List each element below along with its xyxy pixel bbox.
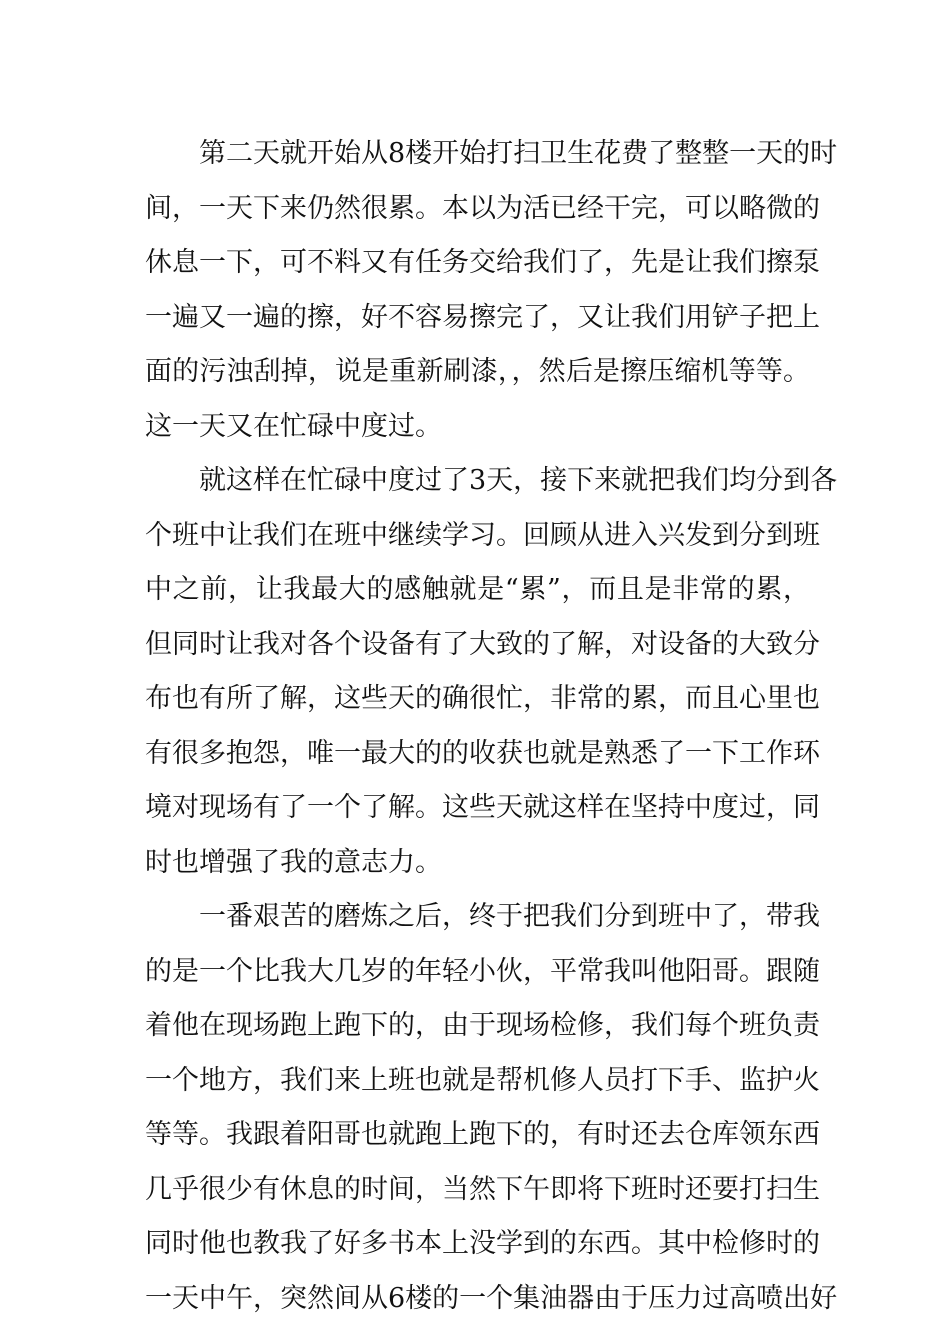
text-line: 面的污浊刮掉，说是重新刷漆，，然后是擦压缩机等等。 — [145, 356, 810, 387]
text-line: 几乎很少有休息的时间，当然下午即将下班时还要打扫生 — [145, 1173, 820, 1205]
text-line: 休息一下，可不料又有任务交给我们了，先是让我们擦泵 — [145, 247, 820, 278]
text-line: 这一天又在忙碌中度过。 — [145, 410, 442, 442]
text-line: 一天中午，突然间从6楼的一个集油器由于压力过高喷出好 — [145, 1282, 838, 1314]
text-line: 就这样在忙碌中度过了3天，接下来就把我们均分到各 — [199, 465, 838, 496]
text-line: 一遍又一遍的擦，好不容易擦完了，又让我们用铲子把上 — [145, 301, 820, 333]
text-line: 个班中让我们在班中继续学习。回顾从进入兴发到分到班 — [145, 519, 820, 551]
text-line: 一番艰苦的磨炼之后，终于把我们分到班中了，带我 — [199, 901, 820, 932]
text-line: 间，一天下来仍然很累。本以为活已经干完，可以略微的 — [145, 192, 820, 224]
text-line: 着他在现场跑上跑下的，由于现场检修，我们每个班负责 — [145, 1010, 820, 1041]
text-line: 时也增强了我的意志力。 — [145, 846, 442, 878]
text-line: 但同时让我对各个设备有了大致的了解，对设备的大致分 — [145, 628, 820, 660]
text-line: 中之前，让我最大的感触就是“累”，而且是非常的累， — [145, 574, 810, 605]
text-line: 境对现场有了一个了解。这些天就这样在坚持中度过，同 — [145, 792, 820, 823]
text-line: 布也有所了解，这些天的确很忙，非常的累，而且心里也 — [145, 683, 820, 714]
text-line: 的是一个比我大几岁的年轻小伙，平常我叫他阳哥。跟随 — [145, 955, 820, 987]
body-text — [145, 127, 838, 1326]
text-line: 第二天就开始从8楼开始打扫卫生花费了整整一天的时 — [199, 138, 838, 169]
text-line: 有很多抱怨，唯一最大的的收获也就是熟悉了一下工作环 — [145, 737, 820, 769]
text-line: 同时他也教我了好多书本上没学到的东西。其中检修时的 — [145, 1228, 820, 1259]
text-line: 一个地方，我们来上班也就是帮机修人员打下手、监护火 — [145, 1064, 820, 1096]
text-line: 等等。我跟着阳哥也就跑上跑下的，有时还去仓库领东西 — [145, 1119, 820, 1150]
